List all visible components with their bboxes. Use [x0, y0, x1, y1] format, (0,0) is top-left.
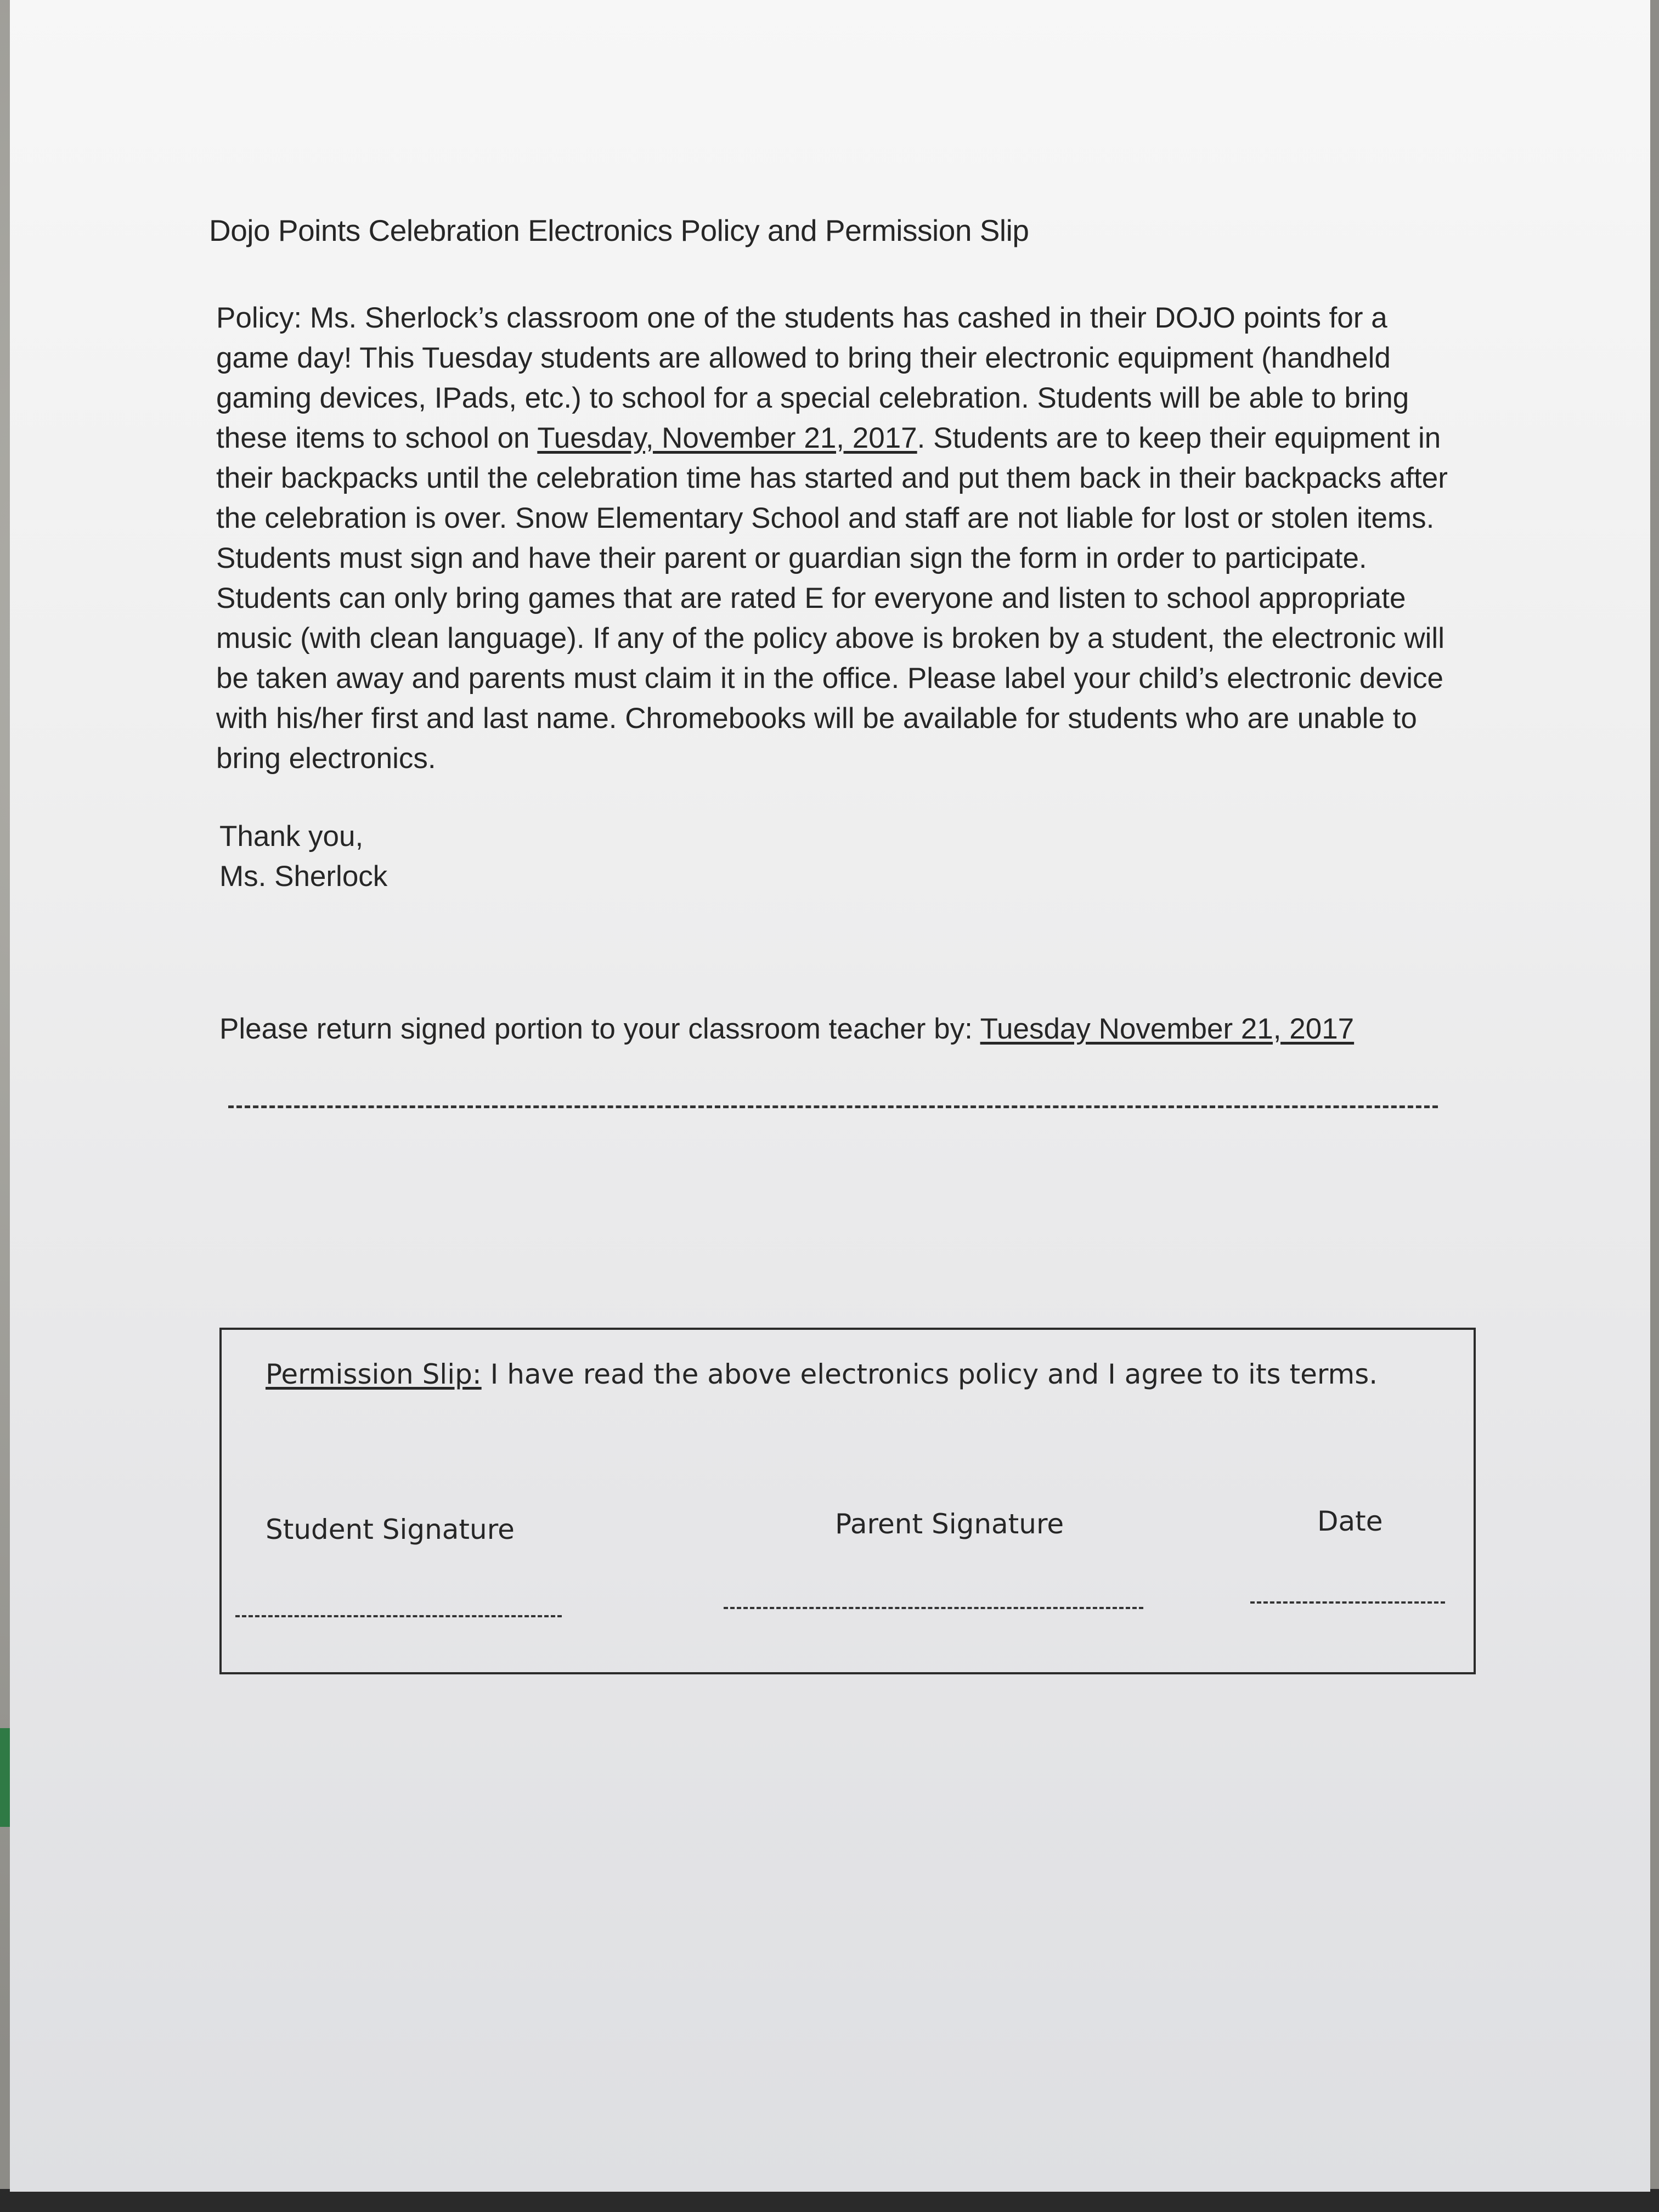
- policy-line: Students must sign and have their parent or guardian sign the form in order to participate.: [216, 542, 1367, 574]
- policy-text: . Students are to keep their equipment in: [917, 422, 1441, 454]
- permission-text: I have read the above electronics policy and I agree to its terms.: [481, 1358, 1378, 1390]
- policy-line: [216, 418, 1478, 458]
- permission-slip-box: [219, 1328, 1476, 1674]
- policy-line: Students can only bring games that are rated E for everyone and listen to school appropriate: [216, 582, 1406, 614]
- parent-signature-label: Parent Signature: [835, 1508, 1064, 1540]
- permission-statement: [266, 1358, 1378, 1390]
- document-title: Dojo Points Celebration Electronics Policy and Permission Slip: [209, 213, 1029, 247]
- student-signature-line[interactable]: [235, 1615, 562, 1617]
- policy-text: these items to school on: [216, 422, 538, 454]
- policy-line: gaming devices, IPads, etc.) to school for a special celebration. Students will be able to bring: [216, 382, 1409, 414]
- student-signature-label: Student Signature: [266, 1514, 515, 1545]
- policy-line: Policy: Ms. Sherlock’s classroom one of the students has cashed in their DOJO points for a: [216, 302, 1387, 334]
- policy-line: game day! This Tuesday students are allowed to bring their electronic equipment (handheld: [216, 342, 1391, 374]
- policy-line: music (with clean language). If any of the policy above is broken by a student, the electronic will: [216, 622, 1444, 654]
- return-date: Tuesday November 21, 2017: [980, 1013, 1355, 1045]
- return-text: Please return signed portion to your classroom teacher by:: [219, 1013, 980, 1045]
- closing-text: Thank you,: [219, 820, 364, 853]
- policy-line: their backpacks until the celebration time has started and put them back in their backpacks after: [216, 462, 1448, 494]
- date-line[interactable]: [1250, 1601, 1445, 1604]
- closing-block: [219, 816, 387, 896]
- date-label: Date: [1317, 1505, 1383, 1537]
- cut-line-divider: [228, 1105, 1438, 1108]
- dark-floor-edge: [0, 2189, 1659, 2212]
- policy-paragraph: [216, 298, 1478, 778]
- signature-name: Ms. Sherlock: [219, 860, 388, 893]
- permission-heading: Permission Slip:: [266, 1358, 482, 1390]
- parent-signature-line[interactable]: [724, 1607, 1143, 1609]
- policy-line: the celebration is over. Snow Elementary School and staff are not liable for lost or stolen items.: [216, 502, 1435, 534]
- policy-line: bring electronics.: [216, 742, 436, 775]
- return-instruction: [219, 1012, 1354, 1046]
- policy-line: be taken away and parents must claim it in the office. Please label your child’s electronic device: [216, 662, 1444, 695]
- policy-line: with his/her first and last name. Chromebooks will be available for students who are unable to: [216, 702, 1417, 735]
- paper-sheet: [10, 0, 1650, 2192]
- event-date: Tuesday, November 21, 2017: [537, 422, 917, 454]
